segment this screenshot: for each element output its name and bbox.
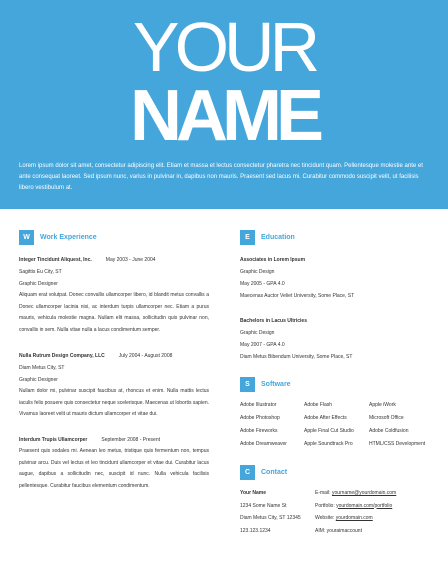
software-item: Adobe Illustrator bbox=[240, 402, 277, 408]
website-link[interactable]: yourdomain.com bbox=[335, 515, 373, 521]
job-location: Diam Metus City, ST bbox=[19, 364, 65, 371]
education-section-header bbox=[240, 230, 432, 245]
portfolio-link[interactable]: yourdomain.com/portfolio bbox=[336, 502, 393, 509]
field: Graphic Design bbox=[240, 330, 275, 336]
job-entry bbox=[19, 434, 209, 493]
job-company: Integer Tincidunt Aliquest, Inc. bbox=[19, 257, 92, 263]
portfolio-label: Portfolio: bbox=[315, 502, 335, 509]
software-item: Adobe Photoshop bbox=[240, 415, 280, 421]
school: Diam Metus Bibendum University, Some Place, ST bbox=[240, 354, 353, 360]
software-section-header bbox=[240, 377, 432, 392]
field: Graphic Design bbox=[240, 269, 275, 275]
job-description: Praesent quis sodales mi. Aenean leo metus, tristique quis fermentum non, tempus pulvinar arcu. Duis vel lectus et leo tincidunt ullamcorper et vitae dui. Curabitur lacus augue, dapibus a sollicitudin nec, suscipit id nunc. Nulla vehicula facilisis pellentesque. Curabitur faucibus elementum condimentum. bbox=[19, 447, 209, 490]
contact-name: Your Name bbox=[240, 490, 267, 496]
job-location: Sagittis Eu City, ST bbox=[19, 269, 62, 275]
email-link[interactable]: yourname@yourdomain.com bbox=[331, 490, 397, 496]
degree: Associates in Lorem Ipsum bbox=[240, 257, 306, 263]
job-description: Nullam dolor mi, pulvinar suscipit faucibus at, rhoncus et enim. Nulla mattis lectus iaculis felis posuere quis consectetur neque scelerisque. Maecenas ut lobortis sapien. Vivamus laoreet velit ut mauris dictum ullamcorper et vitae dui. bbox=[19, 387, 209, 418]
header-banner bbox=[0, 0, 448, 209]
education-entry bbox=[240, 315, 432, 363]
last-name: NAME bbox=[130, 76, 318, 156]
job-description: Aliquam erat volutpat. Donec convallis ullamcorper libero, id blandit metus convallis a Donec ullamcorper lacinia nisi, ac interdum turpis ullamcorper nec. Etiam a purus mauris, vehicula molestie magna. Nullam elit massa, sollicitudin quis pulvinar non, convallis in sem. Nulla vitae nulla a lacus condimentum semper. bbox=[19, 292, 209, 334]
school: Maecenas Auctor Veliet University, Some Place, ST bbox=[240, 293, 355, 299]
email-label: E-mail: bbox=[315, 490, 331, 496]
degree-detail: May 2007 - GPA 4.0 bbox=[240, 342, 285, 348]
software-list bbox=[240, 399, 432, 451]
contact-section-header bbox=[240, 465, 432, 480]
software-item: Apple Final Cut Studio bbox=[304, 428, 354, 434]
software-item: Adobe Coldfusion bbox=[369, 428, 409, 434]
education-section-title: Education bbox=[261, 234, 295, 241]
contact-badge-icon: C bbox=[240, 465, 255, 480]
website-label: Website: bbox=[315, 515, 335, 521]
contact-phone: 123.123.1234 bbox=[240, 527, 271, 534]
software-item: Adobe Fireworks bbox=[240, 428, 278, 434]
software-item: Apple iWork bbox=[369, 402, 396, 408]
education-entry bbox=[240, 254, 432, 302]
software-section-title: Software bbox=[261, 381, 291, 388]
contact-aim: AIM: youraimaccount bbox=[315, 527, 362, 534]
first-name: YOUR bbox=[132, 8, 316, 86]
contact-details bbox=[240, 487, 432, 537]
right-column bbox=[240, 230, 432, 537]
software-item: Adobe Flash bbox=[304, 402, 333, 408]
left-column bbox=[19, 230, 209, 493]
degree: Bachelors in Lacus Ultricies bbox=[240, 318, 307, 324]
work-badge-icon: W bbox=[19, 230, 34, 245]
software-item: Adobe Dreamweaver bbox=[240, 441, 287, 447]
contact-website-line bbox=[315, 512, 432, 525]
contact-portfolio-line bbox=[315, 500, 432, 513]
contact-city: Diam Metus City, ST 12345 bbox=[240, 515, 301, 521]
work-section-header bbox=[19, 230, 209, 245]
software-badge-icon: S bbox=[240, 377, 255, 392]
degree-detail: May 2005 - GPA 4.0 bbox=[240, 281, 285, 287]
work-section-title: Work Experience bbox=[40, 234, 97, 241]
job-dates: September 2008 - Present bbox=[101, 436, 161, 443]
software-item: Microsoft Office bbox=[369, 415, 404, 421]
contact-section-title: Contact bbox=[261, 469, 288, 476]
job-dates: July 2004 - August 2008 bbox=[118, 352, 173, 359]
job-dates: May 2003 - June 2004 bbox=[105, 257, 156, 263]
software-item: Adobe After Effects bbox=[304, 415, 347, 421]
job-entry bbox=[19, 254, 209, 337]
job-role: Graphic Designer bbox=[19, 281, 58, 287]
contact-address: 1234 Some Name St bbox=[240, 502, 287, 509]
software-item: HTML/CSS Development bbox=[369, 441, 426, 447]
education-badge-icon: E bbox=[240, 230, 255, 245]
intro-text: Lorem ipsum dolor sit amet, consectetur adipiscing elit. Etiam et massa et lectus consectetur pharetra nec tincidunt quam. Pellentesque molestie ante et ante consequat laoreet. Sed ipsum nunc, varius in pulvinar in, dapibus non mauris. Praesent sed lacus mi. Curabitur commodo suscipit velit, ut facilisis libero vestibulum at. bbox=[19, 163, 423, 191]
contact-email-line bbox=[315, 487, 432, 500]
software-item: Apple Soundtrack Pro bbox=[304, 441, 353, 447]
job-role: Graphic Designer bbox=[19, 376, 58, 383]
job-company: Nulla Rutrum Design Company, LLC bbox=[19, 352, 105, 359]
job-entry bbox=[19, 350, 209, 421]
job-company: Interdum Trupis Ullamcorper bbox=[19, 436, 88, 443]
